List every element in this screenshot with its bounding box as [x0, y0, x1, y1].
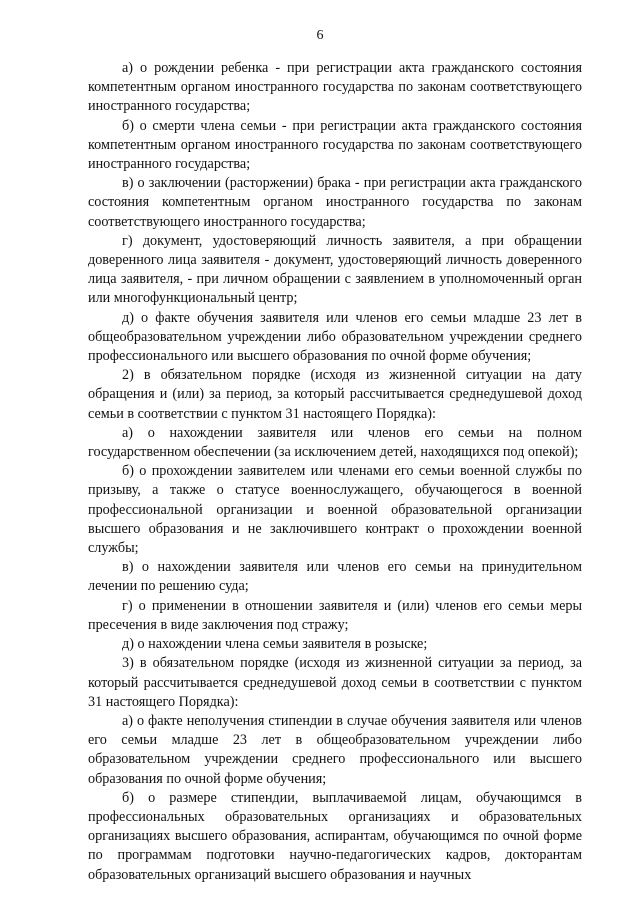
paragraph: г) документ, удостоверяющий личность заявителя, а при обращении доверенного лица заявителя - документ, удостоверяющий личность доверенного лица заявителя, - при личном обращении с заявлением в уполномоченный орган или многофункциональный центр;: [88, 232, 582, 307]
paragraph: б) о размере стипендии, выплачиваемой лицам, обучающимся в профессиональных образовательных организациях и образовательных организациях высшего образования, аспирантам, обучающимся по очной форме по программам подготовки научно-педагогических кадров, докторантам образовательных организаций высшего образования и научных: [88, 789, 582, 883]
paragraph: а) о рождении ребенка - при регистрации акта гражданского состояния компетентным органом иностранного государства по законам соответствующего иностранного государства;: [88, 60, 582, 115]
paragraph: в) о нахождении заявителя или членов его семьи на принудительном лечении по решению суда;: [88, 559, 582, 595]
paragraph: б) о смерти члена семьи - при регистрации акта гражданского состояния компетентным органом иностранного государства по законам соответствующего иностранного государства;: [88, 117, 582, 173]
page-number: 6: [316, 28, 324, 43]
paragraph: б) о прохождении заявителем или членами его семьи военной службы по призыву, а также о статусе военнослужащего, обучающегося в военной профессиональной организации и военной образовательной организации высшего образования и не заключившего контракт о прохождении военной службы;: [88, 463, 582, 557]
paragraph: 3) в обязательном порядке (исходя из жизненной ситуации за период, за который рассчитывается среднедушевой доход семьи в соответствии с пунктом 31 настоящего Порядка):: [88, 655, 582, 710]
paragraph: а) о нахождении заявителя или членов его семьи на полном государственном обеспечении (за исключением детей, находящихся под опекой);: [88, 424, 582, 461]
paragraph: г) о применении в отношении заявителя и (или) членов его семьи меры пресечения в виде заключения под стражу;: [88, 597, 582, 633]
document-body: [88, 59, 582, 885]
paragraph: д) о нахождении члена семьи заявителя в розыске;: [122, 636, 428, 653]
paragraph: 2) в обязательном порядке (исходя из жизненной ситуации на дату обращения и (или) за период, за который рассчитывается среднедушевой доход семьи в соответствии с пунктом 31 настоящего Порядка):: [88, 367, 582, 422]
paragraph: а) о факте неполучения стипендии в случае обучения заявителя или членов его семьи младше 23 лет в общеобразовательном учреждении либо образовательном учреждении среднего профессионального или высшего образования по очной форме обучения;: [88, 712, 582, 787]
paragraph: д) о факте обучения заявителя или членов его семьи младше 23 лет в общеобразовательном учреждении либо образовательном учреждении среднего профессионального или высшего образования по очной форме обучения;: [88, 309, 582, 365]
paragraph: в) о заключении (расторжении) брака - при регистрации акта гражданского состояния компетентным органом иностранного государства по законам соответствующего иностранного государства;: [88, 175, 582, 230]
